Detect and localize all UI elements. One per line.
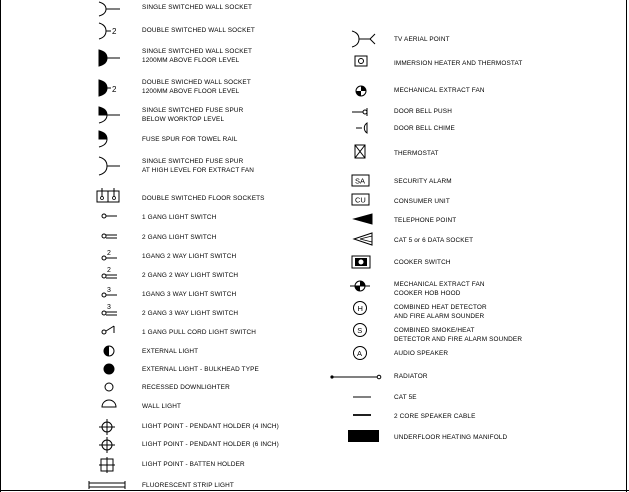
immersion-heater-icon	[354, 55, 370, 69]
single-switched-wall-socket-1200-icon	[96, 49, 124, 67]
legend-label-audio-speaker: AUDIO SPEAKER	[394, 350, 449, 357]
legend-label-consumer-unit: CONSUMER UNIT	[394, 198, 450, 205]
legend-label-external-light: EXTERNAL LIGHT	[142, 348, 199, 355]
audio-speaker-glyph: A	[357, 348, 363, 358]
single-switched-fuse-spur-worktop-icon	[96, 106, 124, 124]
audio-speaker-icon	[352, 345, 368, 361]
legend-label-mechanical-extract-fan: MECHANICAL EXTRACT FAN	[394, 87, 485, 94]
external-light-bulkhead-icon	[102, 362, 116, 376]
double-swiched-wall-socket-1200-icon	[96, 79, 126, 97]
extract-fan-cooker-hob-icon	[348, 277, 372, 295]
legend-label-underfloor-heating-manifold: UNDERFLOOR HEATING MANIFOLD	[394, 434, 508, 441]
legend-label-double-switched-floor-sockets: DOUBLE SWITCHED FLOOR SOCKETS	[142, 195, 265, 202]
legend-label-2-gang-2-way-light-switch: 2 GANG 2 WAY LIGHT SWITCH	[142, 272, 239, 279]
smoke-detector-glyph: S	[357, 325, 363, 335]
legend-label-heat-detector: COMBINED HEAT DETECTOR AND FIRE ALARM SOUNDER	[394, 304, 487, 320]
double-socket-digit: 2	[112, 27, 117, 36]
mechanical-extract-fan-icon	[354, 84, 368, 98]
legend-label-double-swiched-wall-socket-1200: DOUBLE SWICHED WALL SOCKET 1200MM ABOVE FLOOR LEVEL	[142, 79, 251, 95]
wall-light-icon	[100, 397, 118, 411]
legend-label-pendant-holder-4inch: LIGHT POINT - PENDANT HOLDER (4 INCH)	[142, 423, 279, 430]
door-bell-push-icon	[350, 105, 370, 119]
recessed-downlighter-icon	[102, 380, 116, 394]
legend-label-single-switched-wall-socket: SINGLE SWITCHED WALL SOCKET	[142, 4, 253, 11]
single-switched-fuse-spur-high-icon	[96, 156, 124, 176]
switch-2way-digit: 2	[107, 250, 111, 257]
legend-label-single-switched-wall-socket-1200: SINGLE SWITCHED WALL SOCKET 1200MM ABOVE FLOOR LEVEL	[142, 48, 253, 64]
double-switched-floor-sockets-icon	[96, 188, 122, 204]
switch-3way-digit: 3	[107, 287, 111, 294]
legend-label-cooker-switch: COOKER SWITCH	[394, 259, 451, 266]
thermostat-icon	[354, 144, 368, 160]
fuse-spur-towel-rail-icon	[96, 130, 124, 148]
frame-left-edge	[0, 0, 1, 492]
legend-label-1-gang-pull-cord-light-switch: 1 GANG PULL CORD LIGHT SWITCH	[142, 329, 257, 336]
batten-holder-icon	[98, 456, 116, 474]
legend-label-immersion-heater: IMMERSION HEATER AND THERMOSTAT	[394, 60, 523, 67]
legend-label-radiator: RADIATOR	[394, 373, 428, 380]
legend-label-2-core-speaker-cable: 2 CORE SPEAKER CABLE	[394, 413, 476, 420]
switch-2gang-3way-digit: 3	[107, 304, 111, 311]
legend-label-recessed-downlighter: RECESSED DOWNLIGHTER	[142, 384, 230, 391]
legend-label-door-bell-push: DOOR BELL PUSH	[394, 108, 452, 115]
door-bell-chime-icon	[354, 121, 370, 135]
legend-label-telephone-point: TELEPHONE POINT	[394, 217, 457, 224]
underfloor-heating-manifold-icon	[347, 429, 381, 445]
1gang-3-way-light-switch-icon	[100, 286, 120, 300]
2-gang-3-way-light-switch-icon	[100, 303, 120, 319]
legend-label-2-gang-3-way-light-switch: 2 GANG 3 WAY LIGHT SWITCH	[142, 310, 239, 317]
fluorescent-strip-light-icon	[88, 479, 128, 491]
1-gang-light-switch-icon	[100, 210, 120, 222]
pendant-holder-6inch-icon	[98, 436, 116, 454]
frame-right-edge	[626, 0, 627, 492]
2-gang-light-switch-icon	[100, 230, 120, 242]
legend-label-tv-aerial-point: TV AERIAL POINT	[394, 36, 450, 43]
legend-label-thermostat: THERMOSTAT	[394, 150, 439, 157]
external-light-icon	[102, 344, 116, 358]
double-socket-1200-digit: 2	[112, 85, 117, 94]
legend-label-pendant-holder-6inch: LIGHT POINT - PENDANT HOLDER (6 INCH)	[142, 441, 279, 448]
legend-label-fuse-spur-towel-rail: FUSE SPUR FOR TOWEL RAIL	[142, 136, 238, 143]
2-gang-2-way-light-switch-icon	[100, 266, 120, 282]
pull-cord-light-switch-icon	[100, 323, 120, 337]
legend-label-wall-light: WALL LIGHT	[142, 403, 182, 410]
legend-label-1gang-3-way-light-switch: 1GANG 3 WAY LIGHT SWITCH	[142, 291, 237, 298]
legend-label-cat-5e: CAT 5E	[394, 394, 417, 401]
legend-label-cat-data-socket: CAT 5 or 6 DATA SOCKET	[394, 237, 474, 244]
1gang-2-way-light-switch-icon	[100, 249, 120, 263]
pendant-holder-4inch-icon	[98, 418, 116, 436]
security-alarm-glyph: SA	[355, 176, 366, 186]
tv-aerial-point-icon	[350, 30, 380, 48]
legend-label-single-switched-fuse-spur-worktop: SINGLE SWITCHED FUSE SPUR BELOW WORKTOP LEVEL	[142, 107, 244, 123]
switch-2gang-2way-digit: 2	[107, 267, 111, 274]
telephone-point-icon	[352, 212, 374, 226]
cat-data-socket-icon	[352, 231, 374, 247]
legend-label-door-bell-chime: DOOR BELL CHIME	[394, 125, 455, 132]
consumer-unit-glyph: CU	[355, 195, 366, 205]
single-switched-wall-socket-icon	[96, 1, 124, 17]
legend-label-extract-fan-cooker-hob: MECHANICAL EXTRACT FAN COOKER HOB HOOD	[394, 281, 485, 297]
legend-label-security-alarm: SECURITY ALARM	[394, 178, 452, 185]
cooker-switch-icon	[351, 255, 373, 271]
smoke-heat-detector-icon	[352, 322, 368, 338]
legend-label-1-gang-light-switch: 1 GANG LIGHT SWITCH	[142, 214, 217, 221]
double-switched-wall-socket-icon	[96, 22, 126, 40]
legend-label-double-switched-wall-socket: DOUBLE SWITCHED WALL SOCKET	[142, 27, 255, 34]
legend-label-batten-holder: LIGHT POINT - BATTEN HOLDER	[142, 461, 245, 468]
2-core-speaker-cable-icon	[352, 411, 374, 419]
legend-label-1gang-2-way-light-switch: 1GANG 2 WAY LIGHT SWITCH	[142, 253, 237, 260]
legend-label-2-gang-light-switch: 2 GANG LIGHT SWITCH	[142, 234, 217, 241]
cat-5e-icon	[352, 393, 374, 401]
legend-label-single-switched-fuse-spur-high: SINGLE SWITCHED FUSE SPUR AT HIGH LEVEL FOR EXTRACT FAN	[142, 158, 255, 174]
consumer-unit-icon	[351, 193, 371, 207]
radiator-icon	[328, 371, 384, 383]
legend-label-fluorescent-strip-light: FLUORESCENT STRIP LIGHT	[142, 482, 234, 489]
security-alarm-icon	[351, 174, 371, 188]
heat-detector-glyph: H	[357, 303, 363, 313]
legend-label-smoke-heat-detector: COMBINED SMOKE/HEAT DETECTOR AND FIRE ALARM SOUNDER	[394, 327, 523, 343]
heat-detector-icon	[352, 300, 368, 316]
legend-label-external-light-bulkhead: EXTERNAL LIGHT - BULKHEAD TYPE	[142, 366, 259, 373]
